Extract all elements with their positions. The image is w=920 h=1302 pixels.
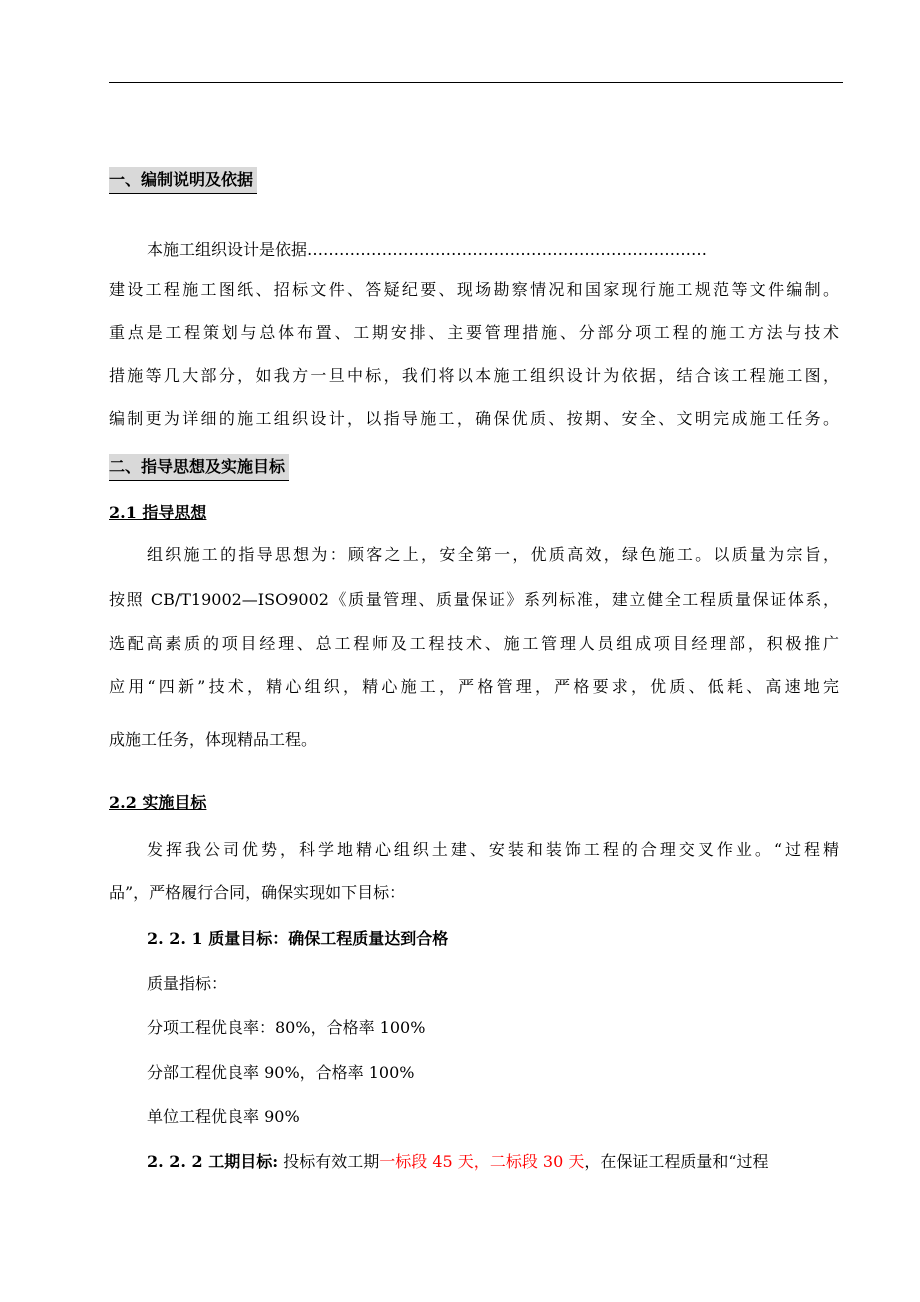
schedule-text-1: 投标有效工期 <box>278 1152 380 1171</box>
sec1-line-1: 本施工组织设计是依据………………………………………………………………… <box>147 240 708 259</box>
header-rule <box>109 82 843 83</box>
quality-item-3: 单位工程优良率 90% <box>147 1107 300 1126</box>
schedule-lot-1: 一标段 45 天， <box>379 1152 490 1171</box>
subsection-2-2-title: 2.2 实施目标 <box>109 793 207 812</box>
s21-line-5: 成施工任务，体现精品工程。 <box>109 730 318 749</box>
sec1-line-5: 编制更为详细的施工组织设计，以指导施工，确保优质、按期、安全、文明完成施工任务。 <box>109 409 839 428</box>
schedule-target-title: 2. 2. 2 工期目标: <box>147 1152 279 1171</box>
quality-target-title: 2. 2. 1 质量目标：确保工程质量达到合格 <box>147 929 449 948</box>
quality-item-2: 分部工程优良率 90%，合格率 100% <box>147 1063 415 1082</box>
schedule-lot-2: 二标段 30 天 <box>489 1152 585 1171</box>
quality-index-label: 质量指标： <box>147 974 228 993</box>
sec1-line-3: 重点是工程策划与总体布置、工期安排、主要管理措施、分部分项工程的施工方法与技术 <box>109 323 839 342</box>
s21-line-4: 应用“四新”技术，精心组织，精心施工，严格管理，严格要求，优质、低耗、高速地完 <box>109 677 839 696</box>
section-2-title: 二、指导思想及实施目标 <box>109 454 289 481</box>
subsection-2-1-title: 2.1 指导思想 <box>109 503 207 522</box>
sec1-line-4: 措施等几大部分，如我方一旦中标，我们将以本施工组织设计为依据，结合该工程施工图， <box>109 366 839 385</box>
schedule-target-line <box>147 1152 769 1172</box>
s22-line-1: 发挥我公司优势，科学地精心组织土建、安装和装饰工程的合理交叉作业。“过程精 <box>147 840 839 859</box>
s21-line-3: 选配高素质的项目经理、总工程师及工程技术、施工管理人员组成项目经理部，积极推广 <box>109 634 839 653</box>
sec1-line-2: 建设工程施工图纸、招标文件、答疑纪要、现场勘察情况和国家现行施工规范等文件编制。 <box>109 280 839 299</box>
s21-line-2: 按照 CB/T19002—ISO9002《质量管理、质量保证》系列标准，建立健全工程质量保证体系， <box>109 590 839 609</box>
s21-line-1: 组织施工的指导思想为：顾客之上，安全第一，优质高效，绿色施工。以质量为宗旨， <box>147 545 839 564</box>
section-1-title: 一、编制说明及依据 <box>109 167 257 194</box>
s22-line-2: 品”，严格履行合同，确保实现如下目标： <box>109 883 406 902</box>
quality-item-1: 分项工程优良率：80%，合格率 100% <box>147 1018 426 1037</box>
schedule-text-2: ，在保证工程质量和“过程 <box>584 1152 769 1171</box>
